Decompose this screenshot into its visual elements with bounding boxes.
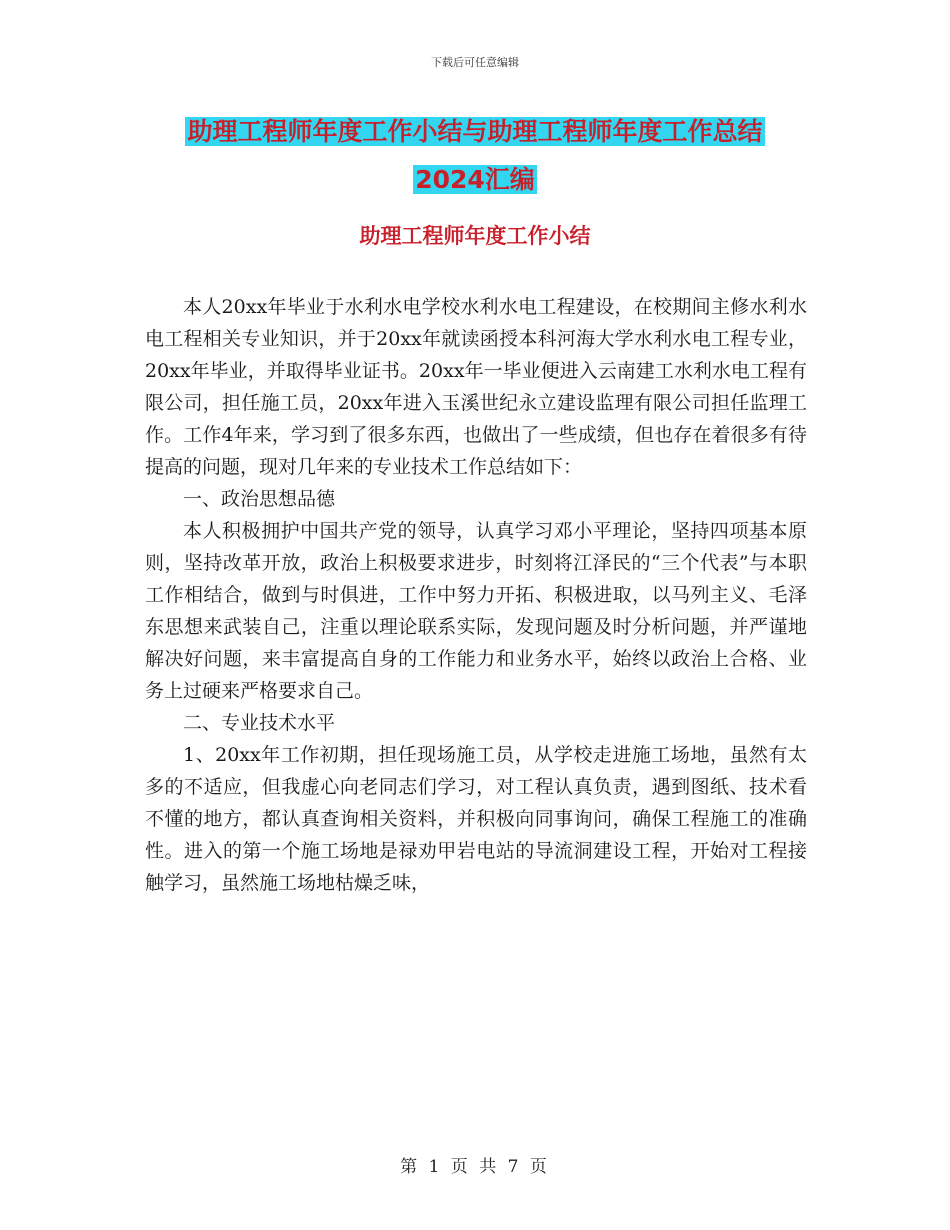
paragraph: 本人积极拥护中国共产党的领导，认真学习邓小平理论，坚持四项基本原则，坚持改革开放，政治上积极要求进步，时刻将江泽民的“三个代表”与本职工作相结合，做到与时俱进，工作中努力开拓、积极进取，以马列主义、毛泽东思想来武装自己，注重以理论联系实际，发现问题及时分析问题，并严谨地解决好问题，来丰富提高自身的工作能力和业务水平，始终以政治上合格、业务上过硬来严格要求自己。 <box>145 520 807 702</box>
header-note: 下载后可任意编辑 <box>431 56 519 69</box>
document-body <box>145 291 807 899</box>
document-title-line-1: 助理工程师年度工作小结与助理工程师年度工作总结 <box>187 117 763 146</box>
paragraph: 本人20xx年毕业于水利水电学校水利水电工程建设，在校期间主修水利水电工程相关专业知识，并于20xx年就读函授本科河海大学水利水电工程专业，20xx年毕业，并取得毕业证书。20xx年一毕业便进入云南建工水利水电工程有限公司，担任施工员，20xx年进入玉溪世纪永立建设监理有限公司担任监理工作。工作4年来，学习到了很多东西，也做出了一些成绩，但也存在着很多有待提高的问题，现对几年来的专业技术工作总结如下： <box>145 296 807 478</box>
document-title-line-2: 2024汇编 <box>415 165 535 194</box>
section-title: 助理工程师年度工作小结 <box>359 224 591 248</box>
paragraph: 1、20xx年工作初期，担任现场施工员，从学校走进施工场地，虽然有太多的不适应，但我虚心向老同志们学习，对工程认真负责，遇到图纸、技术看不懂的地方，都认真查询相关资料，并积极向同事询问，确保工程施工的准确性。进入的第一个施工场地是禄劝甲岩电站的导流洞建设工程，开始对工程接触学习，虽然施工场地枯燥乏味， <box>145 744 807 894</box>
paragraph-heading: 二、专业技术水平 <box>183 712 336 734</box>
paragraph-heading: 一、政治思想品德 <box>183 488 336 510</box>
document-title <box>145 108 805 204</box>
page-number: 第 1 页 共 7 页 <box>400 1157 550 1177</box>
